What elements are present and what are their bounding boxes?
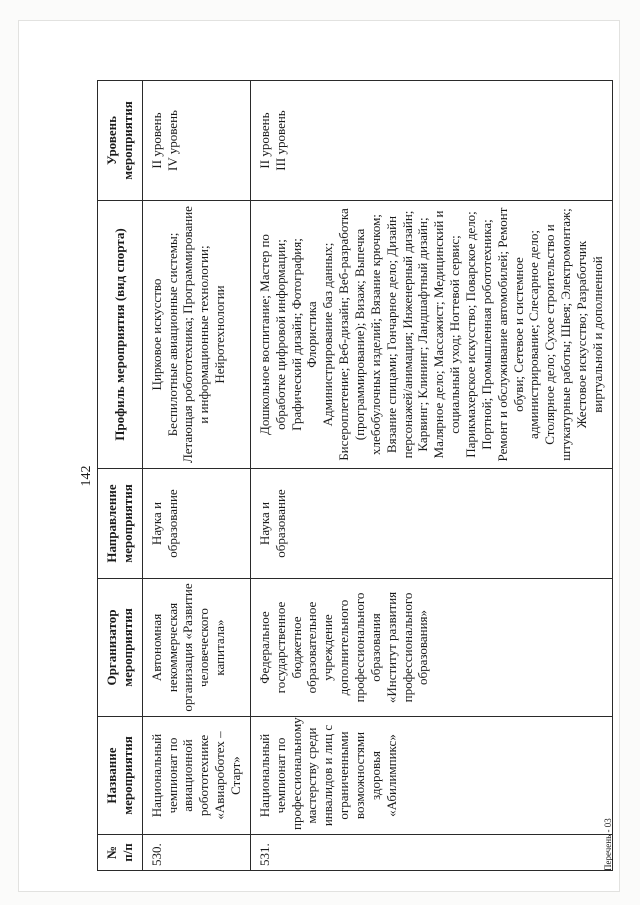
cell-level: II уровень III уровень xyxy=(250,81,612,201)
cell-direction: Наука и образование xyxy=(250,469,612,579)
header-num: № п/п xyxy=(98,835,143,871)
cell-organizer: Автономная некоммерческая организация «Развитие человеческого капитала» xyxy=(142,579,250,717)
table-row xyxy=(250,81,612,871)
events-table xyxy=(97,80,613,871)
footer-code: Перечень - 03 xyxy=(603,818,613,871)
cell-organizer: Федеральное государственное бюджетное образовательное учреждение дополнительного профессионального образования «Институт развития профессионального образования» xyxy=(250,579,612,717)
header-organizer: Организатор мероприятия xyxy=(98,579,143,717)
cell-name: Национальный чемпионат по авиационной робототехнике «Авиароботех – Старт» xyxy=(142,717,250,835)
rotated-page-content xyxy=(41,51,640,901)
page-number: 142 xyxy=(79,465,94,487)
cell-profile: Цирковое искусство Беспилотные авиационные системы; Летающая робототехника; Программирование и информационные технологии; Нейротехнологии xyxy=(142,201,250,469)
cell-level: II уровень IV уровень xyxy=(142,81,250,201)
table-row xyxy=(142,81,250,871)
header-name: Название мероприятия xyxy=(98,717,143,835)
header-profile: Профиль мероприятия (вид спорта) xyxy=(98,201,143,469)
header-level: Уровень мероприятия xyxy=(98,81,143,201)
scanned-page xyxy=(18,20,620,892)
header-direction: Направление мероприятия xyxy=(98,469,143,579)
table-header-row xyxy=(98,81,143,871)
cell-num: 530. xyxy=(142,835,250,871)
cell-name: Национальный чемпионат по профессиональному мастерству среди инвалидов и лиц с ограниченными возможностями здоровья «Абилимпикс» xyxy=(250,717,612,835)
cell-num: 531. xyxy=(250,835,612,871)
cell-profile: Дошкольное воспитание; Мастер по обработке цифровой информации; Графический дизайн; Фотография; Флористика Администрирование баз данных; Бисероплетение; Веб-дизайн; Веб-разработка (программирование); Визаж; Выпечка хлебобулочных изделий; Вязание крючком; Вязание спицами; Гончарное дело; Дизайн персонажей/анимация; Инженерный дизайн; Карвинг; Клининг; Ландшафтный дизайн; Малярное дело; Массажист; Медицинский и социальный уход; Ногтевой сервис; Парикмахерское искусство; Поварское дело; Портной; Промышленная робототехника; Ремонт и обслуживание автомобилей; Ремонт обуви; Сетевое и системное администрирование; Слесарное дело; Столярное дело; Сухое строительство и штукатурные работы; Швея; Электромонтаж; Жестовое искусство; Разработчик виртуальной и дополненной xyxy=(250,201,612,469)
cell-direction: Наука и образование xyxy=(142,469,250,579)
